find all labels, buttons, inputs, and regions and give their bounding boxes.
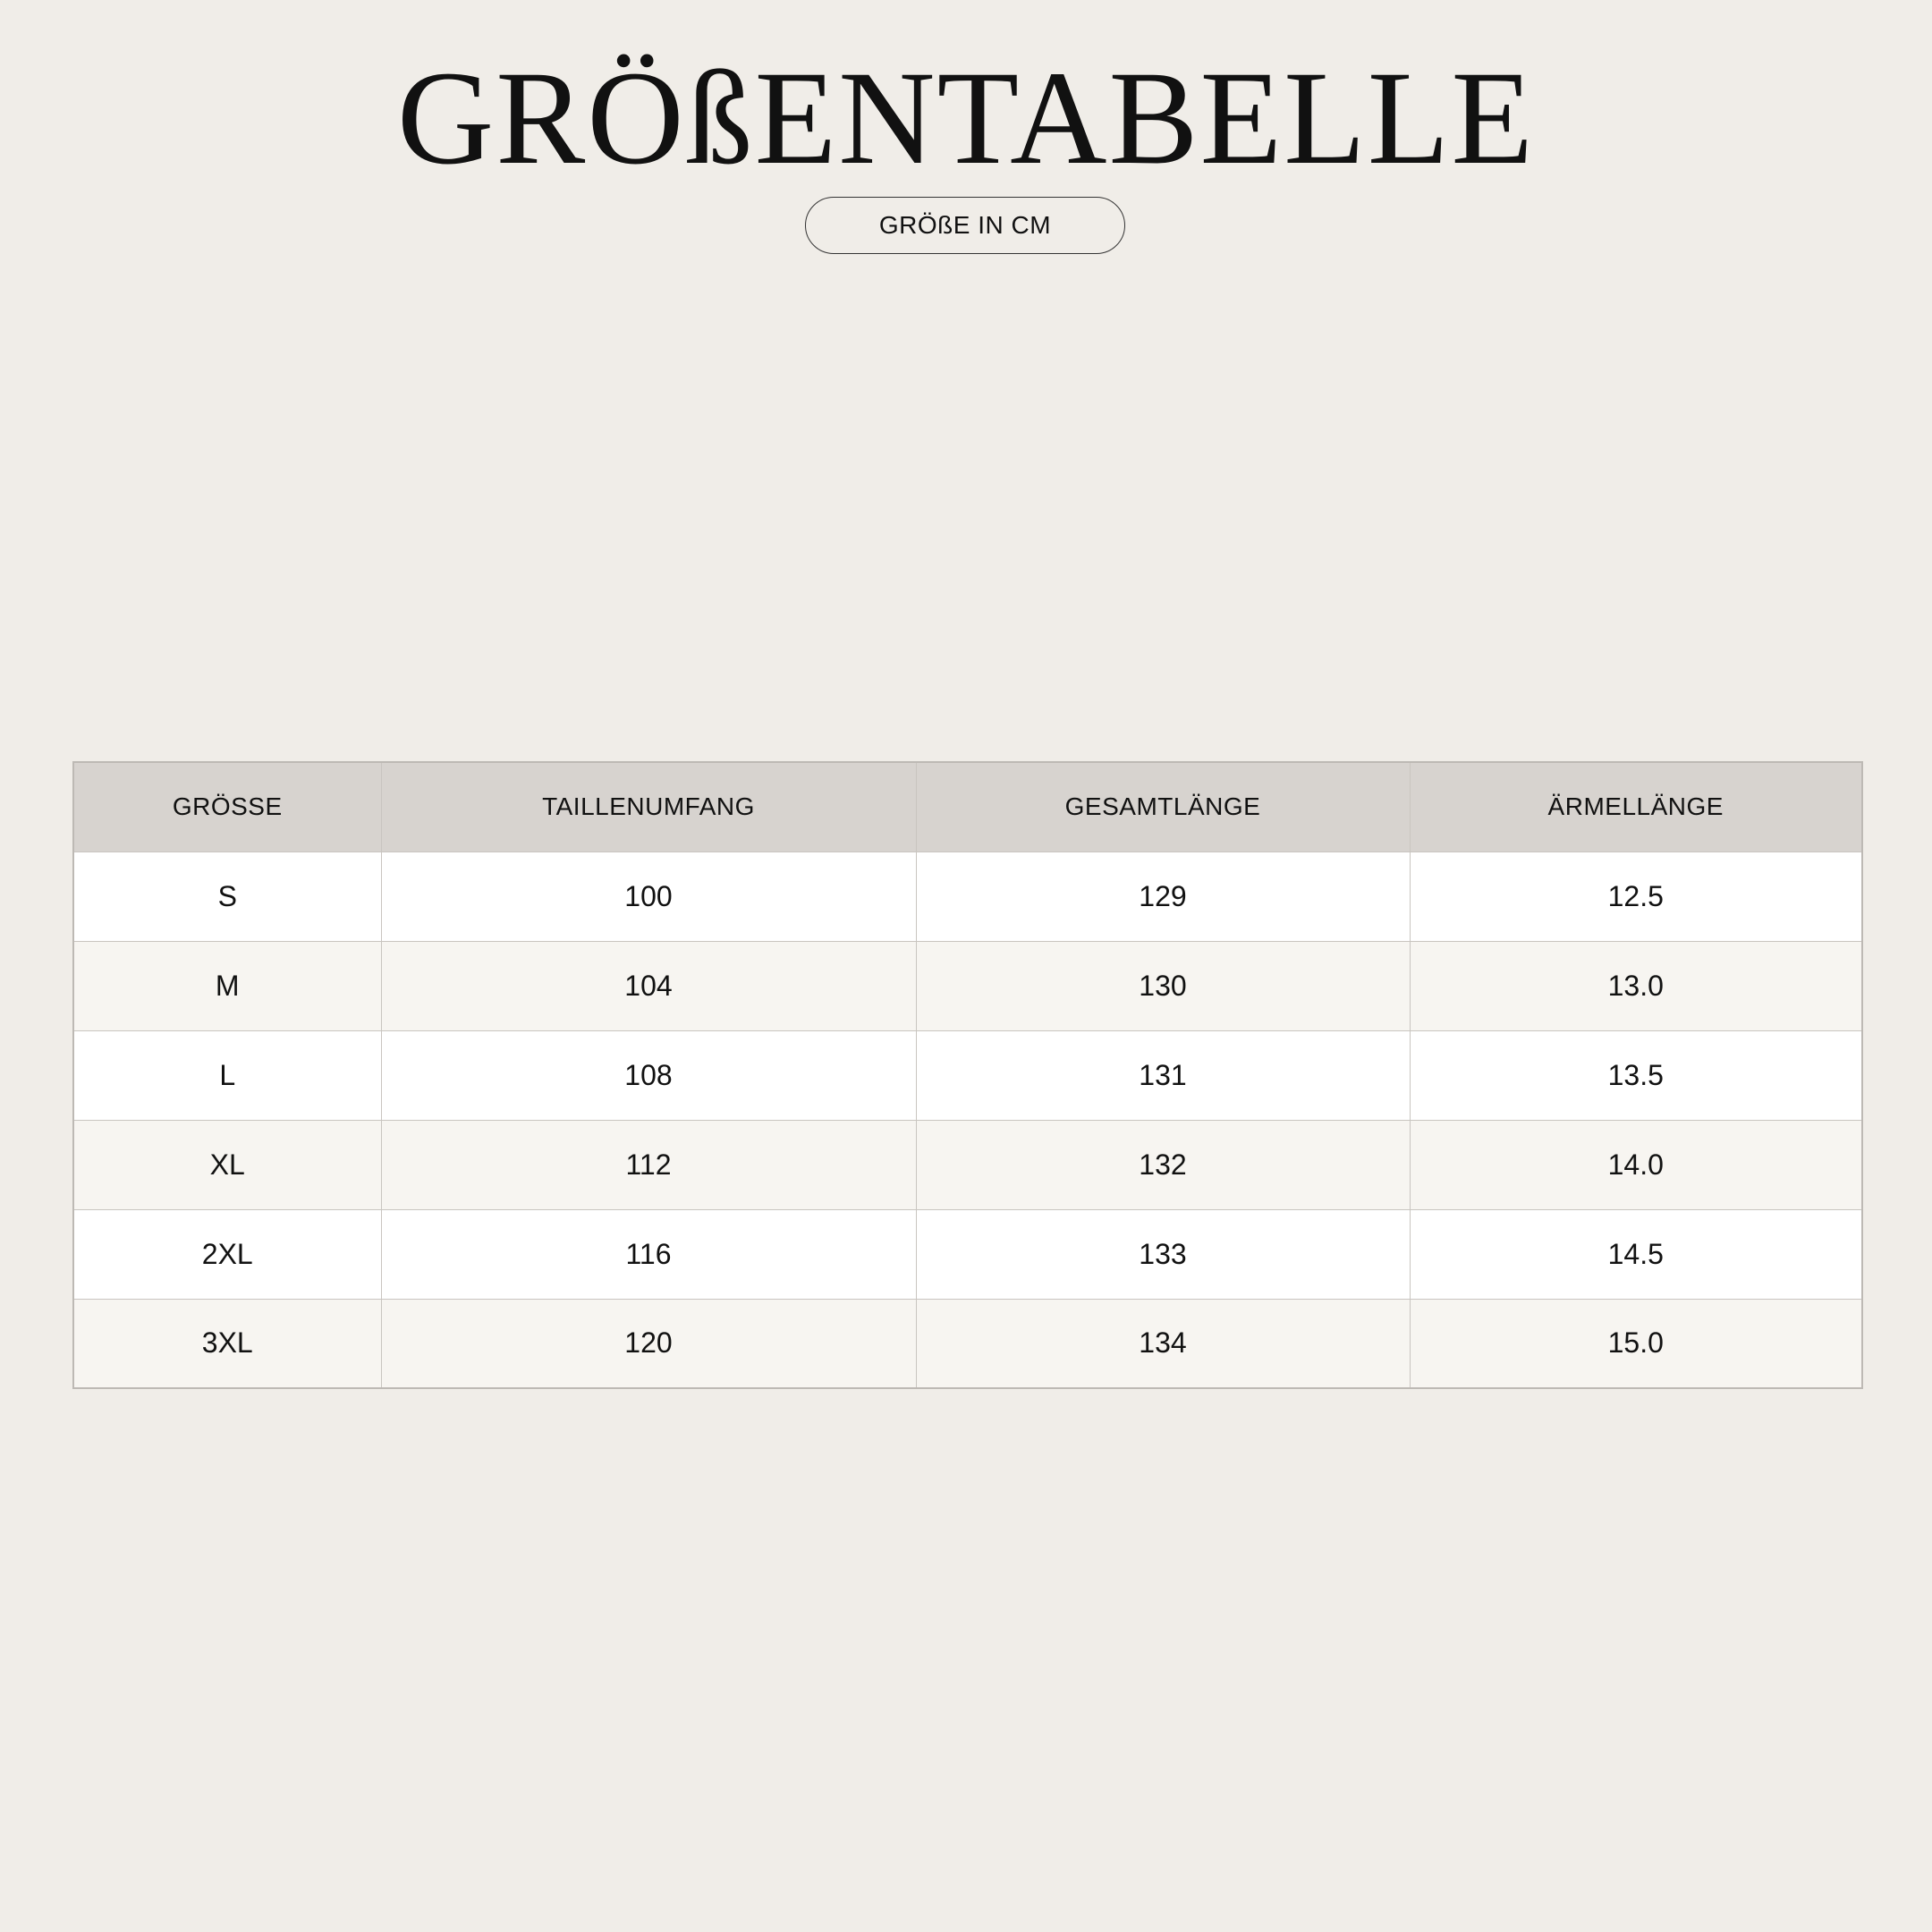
cell-size: 2XL (73, 1209, 381, 1299)
cell-total-length: 132 (916, 1120, 1410, 1209)
cell-total-length: 134 (916, 1299, 1410, 1388)
cell-size: L (73, 1030, 381, 1120)
cell-size: XL (73, 1120, 381, 1209)
column-header-sleeve-length: ÄRMELLÄNGE (1410, 762, 1862, 852)
cell-total-length: 133 (916, 1209, 1410, 1299)
cell-waist: 116 (381, 1209, 916, 1299)
table-row (73, 941, 1862, 1030)
cell-sleeve-length: 14.5 (1410, 1209, 1862, 1299)
table-row (73, 1030, 1862, 1120)
cell-sleeve-length: 12.5 (1410, 852, 1862, 941)
unit-badge (805, 197, 1125, 254)
column-header-size: GRÖSSE (73, 762, 381, 852)
table-row (73, 1209, 1862, 1299)
cell-sleeve-length: 13.5 (1410, 1030, 1862, 1120)
cell-waist: 120 (381, 1299, 916, 1388)
table-row (73, 1120, 1862, 1209)
cell-sleeve-length: 14.0 (1410, 1120, 1862, 1209)
cell-size: 3XL (73, 1299, 381, 1388)
column-header-total-length: GESAMTLÄNGE (916, 762, 1410, 852)
size-table (72, 761, 1863, 1389)
cell-waist: 104 (381, 941, 916, 1030)
unit-badge-label: GRÖßE IN CM (878, 211, 1052, 239)
table-header-row (73, 762, 1862, 852)
cell-sleeve-length: 13.0 (1410, 941, 1862, 1030)
column-header-waist: TAILLENUMFANG (381, 762, 916, 852)
cell-total-length: 131 (916, 1030, 1410, 1120)
table-row (73, 852, 1862, 941)
cell-total-length: 130 (916, 941, 1410, 1030)
cell-size: M (73, 941, 381, 1030)
page-title: GRÖßENTABELLE (396, 44, 1536, 192)
cell-waist: 108 (381, 1030, 916, 1120)
cell-waist: 100 (381, 852, 916, 941)
cell-size: S (73, 852, 381, 941)
cell-sleeve-length: 15.0 (1410, 1299, 1862, 1388)
cell-waist: 112 (381, 1120, 916, 1209)
cell-total-length: 129 (916, 852, 1410, 941)
table-row (73, 1299, 1862, 1388)
